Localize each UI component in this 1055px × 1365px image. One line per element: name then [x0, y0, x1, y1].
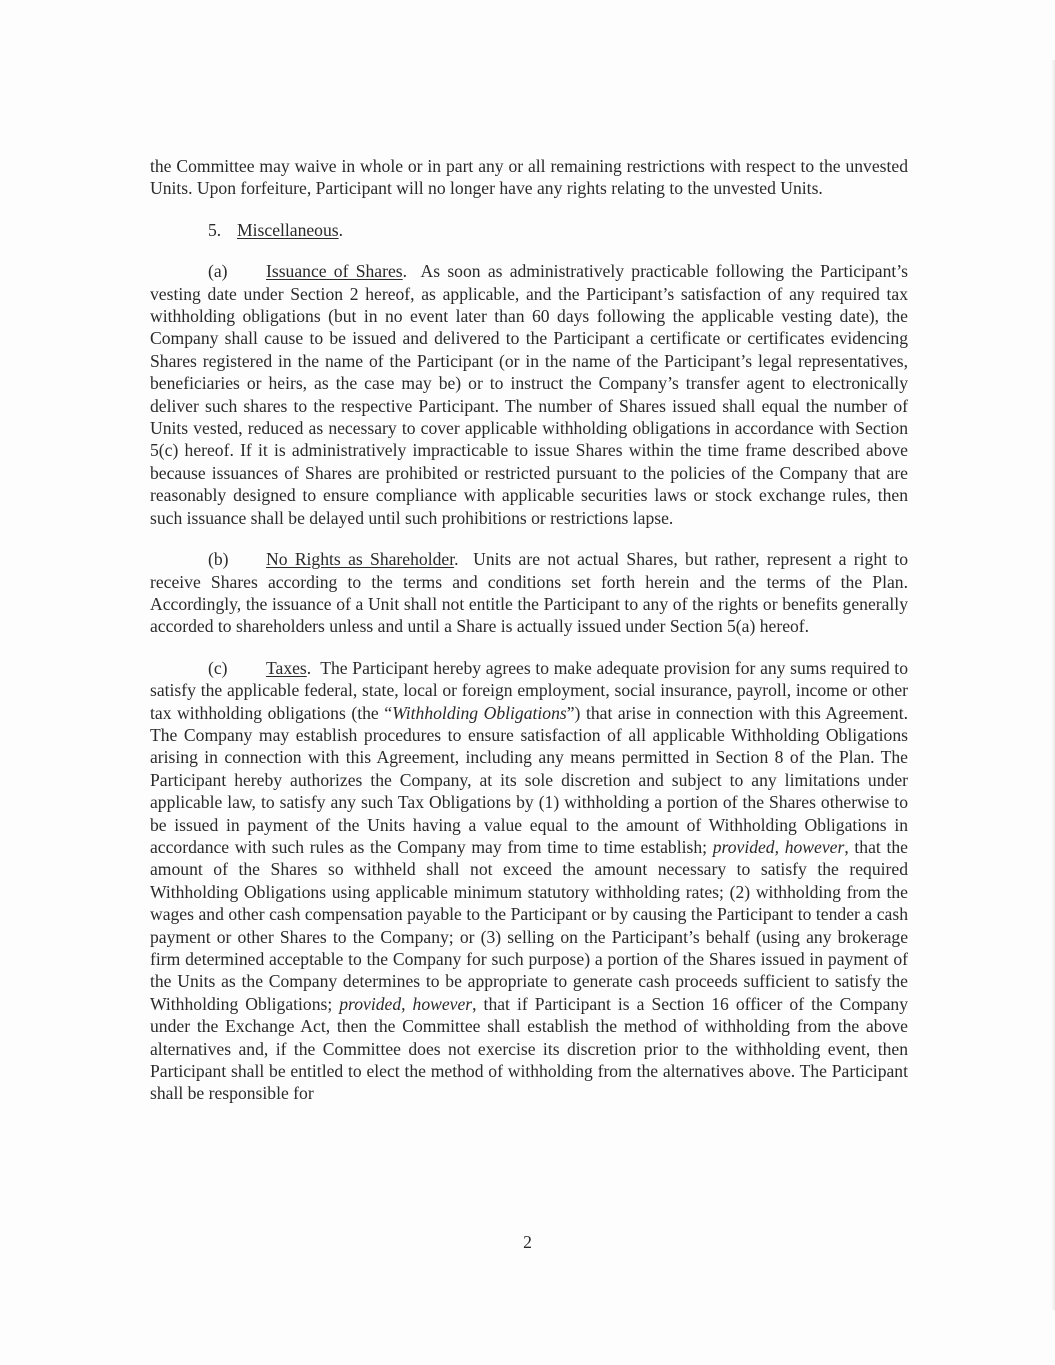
subsection-c-text-4: , that if Participant is a Section 16 officer of the Company under the Exchange Act, then the Committee shall establish the method of withholding from the above alternatives and, if the Committee does not exercise its discretion prior to the withholding event, then Participant shall be entitled to elect the method of withholding from the alternatives above. The Participant shall be responsible for	[150, 993, 908, 1104]
subsection-c-text-2: ”) that arise in connection with this Agreement. The Company may establish procedures to ensure satisfaction of all applicable Withholding Obligations arising in connection with this Agreement, including any means permitted in Section 8 of the Plan. The Participant hereby authorizes the Company, at its sole discretion and subject to any limitations under applicable law, to satisfy any such Tax Obligations by (1) withholding a portion of the Shares otherwise to be issued in payment of the Units having a value equal to the amount of Withholding Obligations in accordance with such rules as the Company may from time to time establish;	[150, 702, 908, 857]
subsection-b-heading: No Rights as Shareholder	[266, 549, 455, 570]
subsection-c-text-1: The Participant hereby agrees to make adequate provision for any sums required to satisfy the applicable federal, state, local or foreign employment, social insurance, payroll, income or other tax withholding obligations (the “	[150, 657, 908, 723]
section-title-punct: .	[338, 219, 344, 240]
proviso-2: provided, however	[339, 993, 473, 1014]
document-body	[150, 155, 908, 1124]
subsection-a-heading: Issuance of Shares	[266, 261, 403, 282]
subsection-c	[150, 657, 908, 1105]
page-number: 2	[523, 1232, 532, 1252]
subsection-b-label: (b)	[208, 549, 229, 570]
defined-term: Withholding Obligations	[392, 702, 567, 723]
subsection-a-heading-punct: .	[402, 261, 408, 282]
subsection-c-heading-punct: .	[306, 657, 312, 678]
subsection-a-text: As soon as administratively practicable following the Participant’s vesting date under Section 2 hereof, as applicable, and the Participant’s satisfaction of any required tax withholding obligations (but in no event later than 60 days following the applicable vesting date), the Company shall cause to be issued and delivered to the Participant a certificate or certificates evidencing Shares registered in the name of the Participant (or in the name of the Participant’s legal representatives, beneficiaries or heirs, as the case may be) or to instruct the Company’s transfer agent to electronically deliver such shares to the respective Participant. The number of Shares issued shall equal the number of Units vested, reduced as necessary to cover applicable withholding obligations in accordance with Section 5(c) hereof. If it is administratively impracticable to issue Shares within the time frame described above because issuances of Shares are prohibited or restricted pursuant to the policies of the Company that are reasonably designed to ensure compliance with applicable securities laws or stock exchange rules, then such issuance shall be delayed until such prohibitions or restrictions lapse.	[150, 261, 909, 528]
proviso-1: provided, however	[712, 836, 845, 857]
subsection-a-label: (a)	[208, 261, 228, 282]
section-title: Miscellaneous	[237, 219, 339, 240]
section-number: 5.	[208, 219, 222, 240]
subsection-b-heading-punct: .	[454, 549, 459, 570]
subsection-c-heading: Taxes	[266, 657, 307, 678]
subsection-b-text: Units are not actual Shares, but rather, represent a right to receive Shares according to the terms and conditions set forth herein and the terms of the Plan. Accordingly, the issuance of a Unit shall not entitle the Participant to any of the rights or benefits generally accorded to shareholders unless and until a Share is actually issued under Section 5(a) hereof.	[150, 549, 908, 637]
subsection-c-text-3: , that the amount of the Shares so withheld shall not exceed the amount necessary to satisfy the required Withholding Obligations using applicable minimum statutory withholding rates; (2) withholding from the wages and other cash compensation payable to the Participant or by causing the Participant to tender a cash payment or other Shares to the Company; or (3) selling on the Participant’s behalf (using any brokerage firm determined acceptable to the Company for such purpose) a portion of the Shares issued in payment of the Units as the Company determines to be appropriate to generate cash proceeds sufficient to satisfy the Withholding Obligations;	[150, 836, 908, 1014]
section-heading	[150, 219, 908, 241]
subsection-a	[150, 260, 908, 529]
subsection-c-label: (c)	[208, 657, 228, 678]
scan-edge-shadow	[1051, 60, 1055, 1310]
intro-paragraph: the Committee may waive in whole or in part any or all remaining restrictions with respect to the unvested Units. Upon forfeiture, Participant will no longer have any rights relating to the unvested Units.	[150, 156, 908, 199]
subsection-b	[150, 548, 908, 638]
